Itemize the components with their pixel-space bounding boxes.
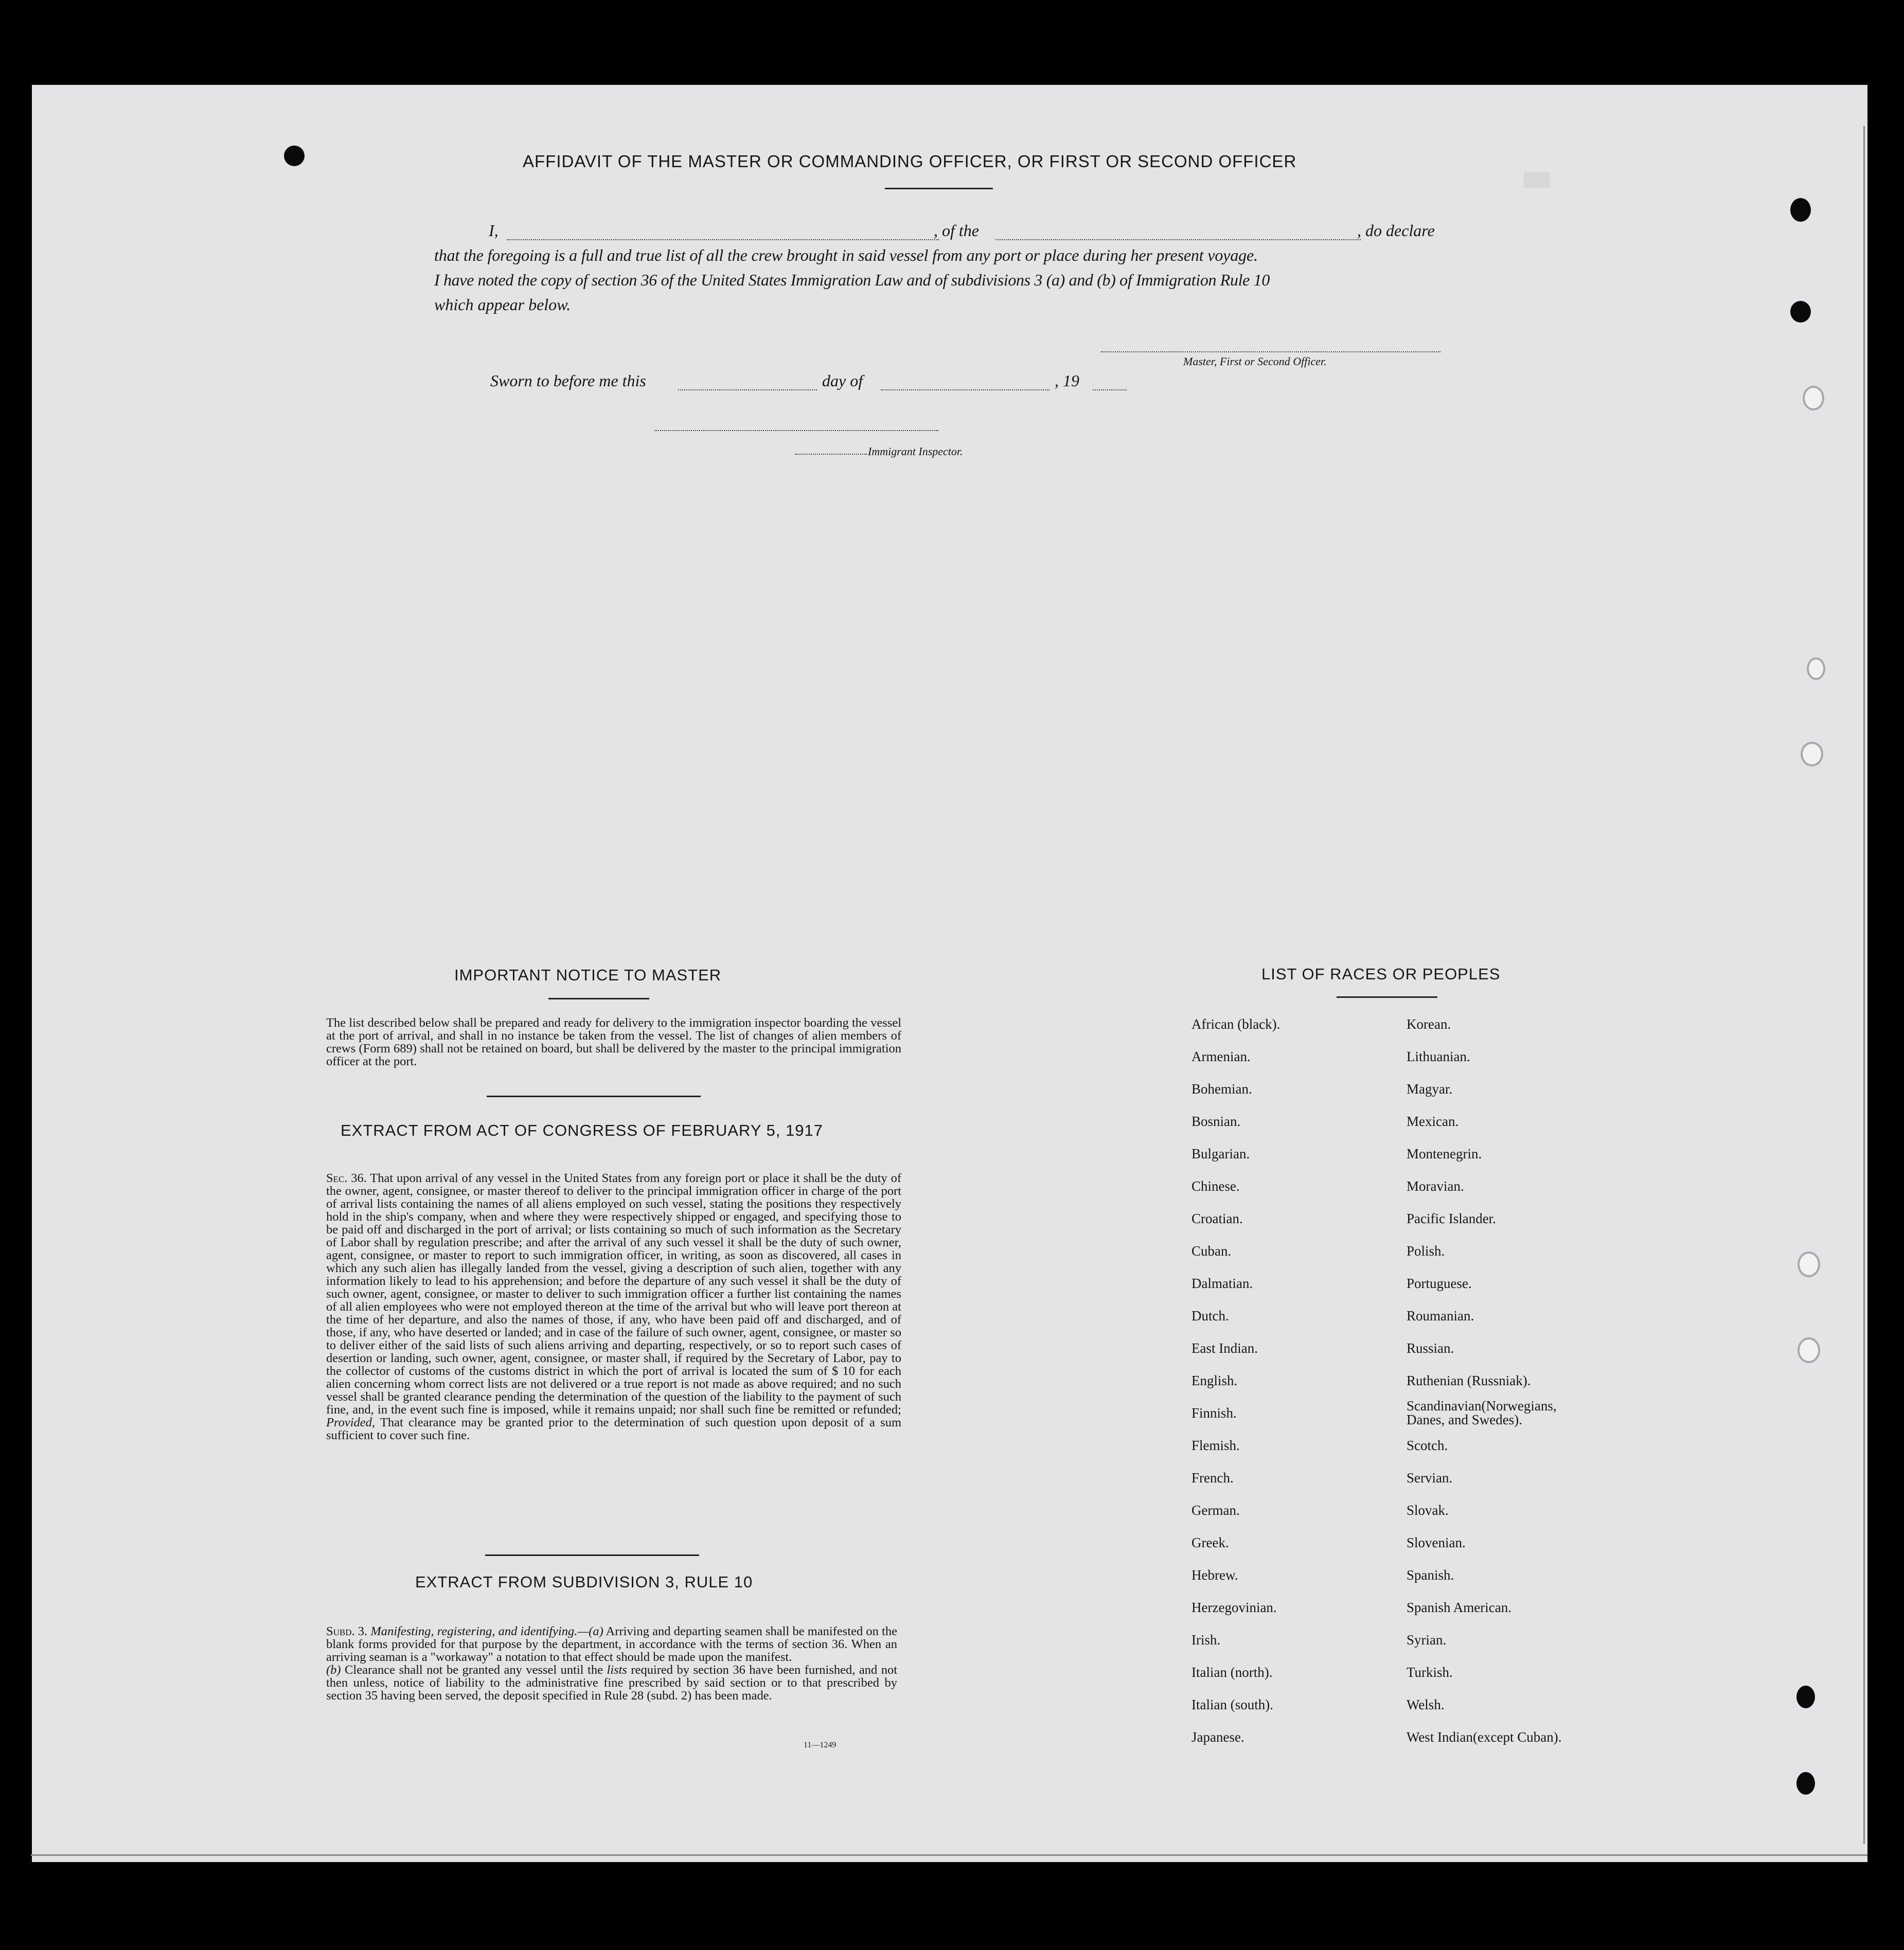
race-item: Slovak. <box>1407 1502 1449 1518</box>
race-item: Syrian. <box>1407 1632 1447 1648</box>
race-item: East Indian. <box>1191 1340 1258 1356</box>
race-item: Finnish. <box>1191 1405 1237 1421</box>
divider <box>485 1554 699 1556</box>
race-item: West Indian(except Cuban). <box>1407 1729 1562 1745</box>
race-item: Irish. <box>1191 1632 1221 1648</box>
provided-label: Provided, <box>326 1416 376 1429</box>
punch-hole <box>1801 742 1823 766</box>
race-item: French. <box>1191 1470 1234 1486</box>
punch-hole <box>284 146 305 166</box>
rule-text-b2: required by section 36 have been furnished, and not then unless, notice of liability to the administrative fine prescribed by said section or to that prescribed by section 35 having been served, the deposit specified in Rule 28 (subd. 2) has been made. <box>326 1663 898 1703</box>
race-item: Bosnian. <box>1191 1114 1241 1129</box>
race-item: Greek. <box>1191 1535 1229 1550</box>
race-item: Spanish American. <box>1407 1600 1511 1615</box>
b-label: (b) <box>326 1663 341 1677</box>
form-number: 11—1249 <box>804 1741 837 1749</box>
sworn-day-field[interactable] <box>678 389 817 390</box>
subd-heading: Manifesting, registering, and identifying.—(a) <box>370 1624 603 1638</box>
do-declare-label: , do declare <box>1357 221 1435 240</box>
race-item: Portuguese. <box>1407 1276 1472 1291</box>
punch-hole <box>1798 1337 1820 1363</box>
race-item: African (black). <box>1191 1016 1280 1032</box>
sworn-label: Sworn to before me this <box>490 371 646 390</box>
i-label: I, <box>489 221 499 240</box>
race-item: Ruthenian (Russniak). <box>1407 1373 1531 1388</box>
race-item: Armenian. <box>1191 1049 1251 1064</box>
document-page <box>32 85 1867 1862</box>
act-text <box>290 1172 901 1442</box>
act-body-end: That clearance may be granted prior to the determination of such question upon deposit of a sum sufficient to cover such fine. <box>326 1416 902 1442</box>
race-item: Polish. <box>1407 1243 1445 1259</box>
race-item: Flemish. <box>1191 1438 1240 1453</box>
act-body: That upon arrival of any vessel in the United States from any foreign port or place it shall be the duty of the owner, agent, consignee, or master thereof to deliver to the principal immigration officer in charge of the port of arrival lists containing the names of all aliens employed on such vessel, stating the positions they respectively hold in the ship's company, when and where they were respectively shipped or engaged, and specifying those to be paid off and discharged in the port of arrival; or lists containing so much of such information as the Secretary of Labor shall by regulation prescribe; and after the arrival of any such vessel it shall be the duty of such owner, agent, consignee, or master to report to such immigration officer, in writing, as soon as discovered, all cases in which any such alien has illegally landed from the vessel, giving a description of such alien, together with any information likely to lead to his apprehension; and before the departure of any such vessel it shall be the duty of such owner, agent, consignee, or master to deliver to such immigration officer a further list containing the names of all alien employees who were not employed thereon at the time of the arrival but who will leave port thereon at the time of her departure, and also the names of those, if any, who have been paid off and discharged, and of those, if any, who have deserted or landed; and in case of the failure of such owner, agent, consignee, or master so to deliver either of the said lists of such aliens arriving and departing, respectively, or so to report such cases of desertion or landing, such owner, agent, consignee, or master shall, if required by the Secretary of Labor, pay to the collector of customs of the customs district in which the port of arrival is located the sum of $ 10 for each alien concerning whom correct lists are not delivered or a true report is not made as above required; and no such vessel shall be granted clearance pending the determination of the question of the liability to the payment of such fine, and, in the event such fine is imposed, while it remains unpaid; nor shall such fine be remitted or refunded; <box>326 1171 901 1417</box>
race-item: English. <box>1191 1373 1238 1388</box>
section-label: Sec. 36. <box>326 1171 367 1185</box>
race-item: Japanese. <box>1191 1729 1244 1745</box>
sworn-month-field[interactable] <box>881 389 1049 390</box>
rule-title: EXTRACT FROM SUBDIVISION 3, RULE 10 <box>415 1573 753 1591</box>
race-item: Scandinavian(Norwegians, Danes, and Swedes). <box>1407 1398 1557 1427</box>
rule-paragraph-b <box>290 1663 897 1702</box>
race-item: Roumanian. <box>1407 1308 1474 1323</box>
punch-hole <box>1796 1772 1815 1795</box>
punch-hole <box>1798 1251 1820 1277</box>
race-item: Dalmatian. <box>1191 1276 1253 1291</box>
lists-word: lists <box>607 1663 627 1677</box>
race-item: Korean. <box>1407 1016 1451 1032</box>
race-item: Italian (north). <box>1191 1665 1273 1680</box>
notice-text <box>290 1016 901 1068</box>
page-edge <box>31 1854 1867 1856</box>
divider <box>885 188 993 189</box>
race-item: Lithuanian. <box>1407 1049 1470 1064</box>
punch-hole <box>1796 1686 1815 1708</box>
vessel-name-field[interactable] <box>995 239 1361 240</box>
race-item: Russian. <box>1407 1340 1454 1356</box>
race-item: Magyar. <box>1407 1081 1453 1097</box>
master-caption: Master, First or Second Officer. <box>1183 355 1327 368</box>
race-item: Chinese. <box>1191 1178 1240 1194</box>
divider <box>487 1096 701 1097</box>
race-item: Herzegovinian. <box>1191 1600 1277 1615</box>
subd-label: Subd. 3. <box>326 1624 368 1638</box>
affidavit-line-3: I have noted the copy of section 36 of the United States Immigration Law and of subdivisions 3 (a) and (b) of Immigration Rule 10 <box>434 271 1270 289</box>
punch-hole <box>1790 198 1811 222</box>
race-item: Moravian. <box>1407 1178 1464 1194</box>
affidavit-title: AFFIDAVIT OF THE MASTER OR COMMANDING OFFICER, OR FIRST OR SECOND OFFICER <box>523 152 1297 171</box>
race-item: Servian. <box>1407 1470 1453 1486</box>
race-item: Italian (south). <box>1191 1697 1273 1712</box>
bleed-through-text: ███ <box>1524 172 1550 188</box>
act-title: EXTRACT FROM ACT OF CONGRESS OF FEBRUARY 5, 1917 <box>341 1121 824 1139</box>
race-item: Hebrew. <box>1191 1567 1238 1583</box>
year-prefix: , 19 <box>1055 371 1079 390</box>
race-item: Slovenian. <box>1407 1535 1466 1550</box>
race-item: Scotch. <box>1407 1438 1448 1453</box>
race-item: Mexican. <box>1407 1114 1459 1129</box>
race-item: Cuban. <box>1191 1243 1232 1259</box>
divider <box>1337 996 1437 998</box>
punch-hole <box>1803 386 1824 410</box>
page-edge <box>1863 126 1865 1844</box>
race-item: Dutch. <box>1191 1308 1229 1323</box>
race-item: Croatian. <box>1191 1211 1243 1226</box>
affidavit-line-2: that the foregoing is a full and true list of all the crew brought in said vessel from any port or place during her present voyage. <box>434 246 1258 264</box>
inspector-signature-line[interactable] <box>654 430 938 431</box>
race-item: Welsh. <box>1407 1697 1445 1712</box>
race-item: Montenegrin. <box>1407 1146 1482 1161</box>
races-title: LIST OF RACES OR PEOPLES <box>1261 965 1501 983</box>
race-item: Pacific Islander. <box>1407 1211 1496 1226</box>
master-signature-line[interactable] <box>1101 351 1440 352</box>
rule-text-b1: Clearance shall not be granted any vessel until the <box>345 1663 603 1677</box>
race-item: Spanish. <box>1407 1567 1454 1583</box>
rule-text-a: Arriving and departing seamen shall be manifested on the blank forms provided for that purpose by the department, in accordance with the terms of section 36. When an arriving seaman is a "workaway" a notation to that effect should be made upon the manifest. <box>326 1624 897 1664</box>
punch-hole <box>1790 301 1811 323</box>
act-paragraph <box>290 1172 901 1442</box>
race-item: Bulgarian. <box>1191 1146 1250 1161</box>
affidavit-line-4: which appear below. <box>434 295 571 314</box>
inspector-signature-line-short[interactable] <box>795 454 867 455</box>
notice-paragraph: The list described below shall be prepared and ready for delivery to the immigration inspector boarding the vessel at the port of arrival, and shall in no instance be taken from the vessel. The list of changes of alien members of crews (Form 689) shall not be retained on board, but shall be delivered by the master to the principal immigration officer at the port. <box>326 1016 901 1068</box>
of-the-label: , of the <box>934 221 979 240</box>
race-item: Bohemian. <box>1191 1081 1252 1097</box>
punch-hole <box>1807 657 1825 680</box>
inspector-caption: Immigrant Inspector. <box>868 445 963 458</box>
notice-title: IMPORTANT NOTICE TO MASTER <box>454 966 722 984</box>
rule-text <box>290 1625 897 1702</box>
race-item: German. <box>1191 1502 1240 1518</box>
master-name-field[interactable] <box>507 239 939 240</box>
race-item: Turkish. <box>1407 1665 1453 1680</box>
divider <box>548 998 649 999</box>
day-of-label: day of <box>822 371 863 390</box>
rule-paragraph-a <box>290 1625 897 1663</box>
sworn-year-field[interactable] <box>1093 389 1127 390</box>
